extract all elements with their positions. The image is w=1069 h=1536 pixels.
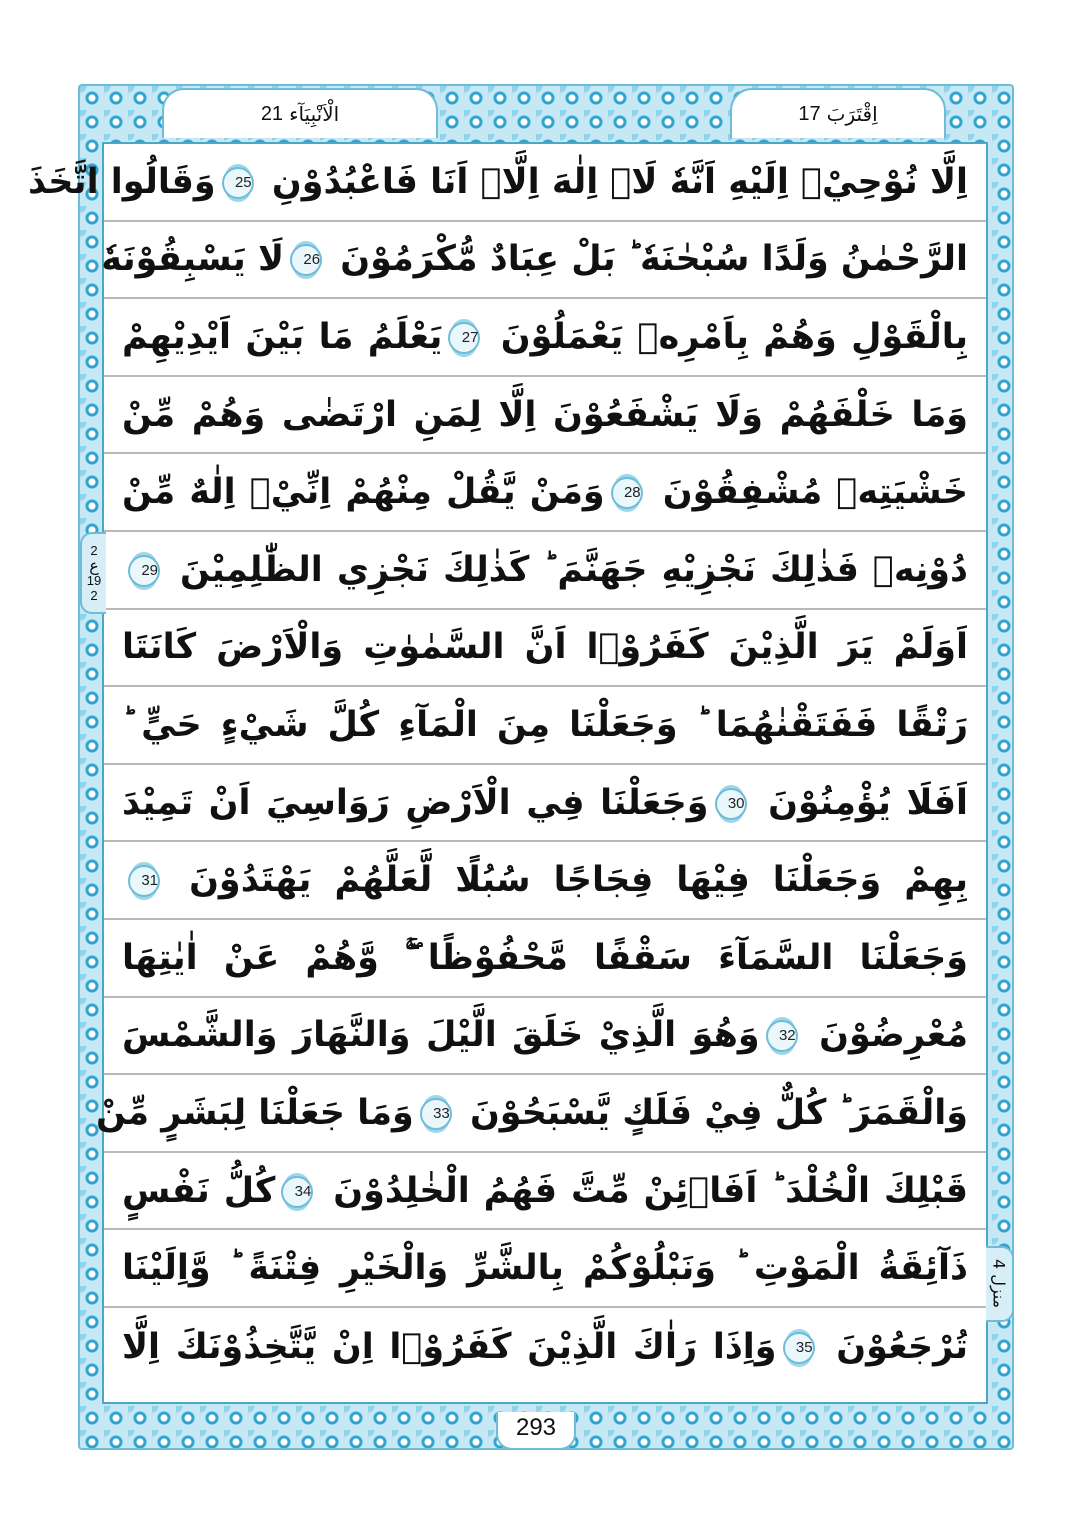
ayah-number-marker: 33 <box>420 1098 452 1130</box>
ayah-number-marker: 30 <box>715 788 747 820</box>
verse-line <box>104 610 986 688</box>
verse-text: بِالْقَوْلِ وَهُمْ بِاَمْرِهٖ يَعْمَلُوْنَ <box>500 316 969 357</box>
verse-line-text <box>101 239 968 279</box>
ayah-number-marker: 35 <box>783 1332 815 1364</box>
verse-line <box>104 1230 986 1308</box>
verse-line <box>95 1075 986 1153</box>
ayah-number-marker: 31 <box>128 865 160 897</box>
verse-text: رَتْقًا فَفَتَقْنٰهُمَا ؕ وَجَعَلْنَا مِنَ الْمَآءِ كُلَّ شَيْءٍ حَيٍّ ؕ <box>122 704 968 745</box>
manzil-label: منزل 4 <box>989 1259 1009 1309</box>
ruku-number: 19 <box>86 573 102 588</box>
ayah-number-marker: 25 <box>222 167 254 199</box>
verse-line-text <box>122 1015 968 1055</box>
verse-text: اِلَّا نُوْحِيْۤ اِلَيْهِ اَنَّهٗ لَاۤ اِلٰهَ اِلَّاۤ اَنَا فَاعْبُدُوْنِ <box>271 161 968 202</box>
ruku-top: 2 <box>90 543 98 558</box>
verse-text: يَعْلَمُ مَا بَيْنَ اَيْدِيْهِمْ <box>122 316 443 357</box>
verse-line <box>104 299 986 377</box>
surah-number: 21 <box>260 102 284 125</box>
verse-text: تُرْجَعُوْنَ <box>836 1326 968 1367</box>
verse-line-text <box>122 783 968 823</box>
verse-text: وَهُوَ الَّذِيْ خَلَقَ الَّيْلَ وَالنَّهَارَ وَالشَّمْسَ <box>122 1015 760 1056</box>
verse-line <box>104 532 986 610</box>
ruku-bottom: 2 <box>90 588 98 603</box>
verse-line <box>104 454 986 532</box>
surah-name: الْاَنْبِيَآء <box>289 102 340 126</box>
verse-line <box>104 1308 986 1386</box>
manzil-marker <box>986 1246 1014 1322</box>
verse-text: بِهِمْ وَجَعَلْنَا فِيْهَا فِجَاجًا سُبُلًا لَّعَلَّهُمْ يَهْتَدُوْنَ <box>189 860 969 901</box>
verse-line-text <box>122 1171 968 1211</box>
surah-header <box>162 88 438 138</box>
verse-line <box>104 1153 986 1231</box>
verse-line-text <box>122 627 968 667</box>
verse-line <box>104 842 986 920</box>
verse-line-text <box>28 162 968 202</box>
verse-text: وَمَا خَلْفَهُمْ وَلَا يَشْفَعُوْنَ اِلَّا لِمَنِ ارْتَضٰى وَهُمْ مِّنْ <box>122 394 968 435</box>
verse-line-text <box>122 860 968 900</box>
verse-line <box>104 765 986 843</box>
verse-line <box>27 144 986 222</box>
ayah-number-marker: 28 <box>611 477 643 509</box>
verse-text: وَاِذَا رَاٰكَ الَّذِيْنَ كَفَرُوْۤا اِنْ يَّتَّخِذُوْنَكَ اِلَّا <box>122 1326 777 1367</box>
verse-text: قَبْلِكَ الْخُلْدَ ؕ اَفَاۡئِنْ مِّتَّ فَهُمُ الْخٰلِدُوْنَ <box>333 1170 968 1211</box>
verse-text: وَقَالُوا اتَّخَذَ <box>27 161 216 202</box>
verse-line-text <box>122 395 968 435</box>
ruku-marker <box>80 532 106 614</box>
verse-line-text <box>96 1093 968 1133</box>
page-number: 293 <box>496 1412 576 1450</box>
verse-line <box>104 998 986 1076</box>
verse-line-text <box>122 938 968 978</box>
ayah-number-marker: 29 <box>128 555 160 587</box>
ayah-number-marker: 27 <box>448 322 480 354</box>
verse-line <box>104 687 986 765</box>
verse-text: لَا يَسْبِقُوْنَهٗ <box>101 239 285 280</box>
juz-header <box>730 88 946 138</box>
verse-text: وَمَنْ يَّقُلْ مِنْهُمْ اِنِّيْۤ اِلٰهٌ مِّنْ <box>122 472 605 513</box>
ayah-number-marker: 32 <box>766 1020 798 1052</box>
verse-text: وَمَا جَعَلْنَا لِبَشَرٍ مِّنْ <box>95 1092 414 1133</box>
juz-name: اِقْتَرَبَ <box>826 102 878 126</box>
verse-text: وَجَعَلْنَا السَّمَآءَ سَقْفًا مَّحْفُوْظًا ۖۚ وَّهُمْ عَنْ اٰيٰتِهَا <box>122 937 968 978</box>
verse-text: وَالْقَمَرَ ؕ كُلٌّ فِيْ فَلَكٍ يَّسْبَحُوْنَ <box>469 1092 968 1133</box>
verse-text: اَوَلَمْ يَرَ الَّذِيْنَ كَفَرُوْۤا اَنَّ السَّمٰوٰتِ وَالْاَرْضَ كَانَتَا <box>122 627 968 668</box>
verse-text: اَفَلَا يُؤْمِنُوْنَ <box>768 782 968 823</box>
ruku-symbol: ع <box>89 556 99 575</box>
juz-number: 17 <box>798 102 821 125</box>
verse-line-text <box>122 1248 968 1288</box>
verse-line <box>104 920 986 998</box>
verse-text: ذَآئِقَةُ الْمَوْتِ ؕ وَنَبْلُوْكُمْ بِالشَّرِّ وَالْخَيْرِ فِتْنَةً ؕ وَّاِلَيْنَا <box>122 1248 968 1289</box>
verse-line-text <box>122 1327 968 1367</box>
verse-line <box>104 377 986 455</box>
verse-text: كُلُّ نَفْسٍ <box>122 1170 276 1211</box>
verse-line <box>101 222 986 300</box>
verse-text: الرَّحْمٰنُ وَلَدًا سُبْحٰنَهٗ ؕ بَلْ عِبَادٌ مُّكْرَمُوْنَ <box>340 239 968 280</box>
verse-line-text <box>122 705 968 745</box>
ayah-number-marker: 26 <box>290 244 322 276</box>
verse-text: وَجَعَلْنَا فِي الْاَرْضِ رَوَاسِيَ اَنْ تَمِيْدَ <box>122 782 709 823</box>
verse-text: خَشْيَتِهٖ مُشْفِقُوْنَ <box>662 472 969 513</box>
verse-line-text <box>122 550 968 590</box>
verse-text: دُوْنِهٖ فَذٰلِكَ نَجْزِيْهِ جَهَنَّمَ ؕ كَذٰلِكَ نَجْزِي الظّٰلِمِيْنَ <box>180 549 968 590</box>
verse-line-text <box>122 317 968 357</box>
ayah-number-marker: 34 <box>281 1176 313 1208</box>
verse-line-text <box>122 472 968 512</box>
verse-text: مُعْرِضُوْنَ <box>819 1015 968 1056</box>
